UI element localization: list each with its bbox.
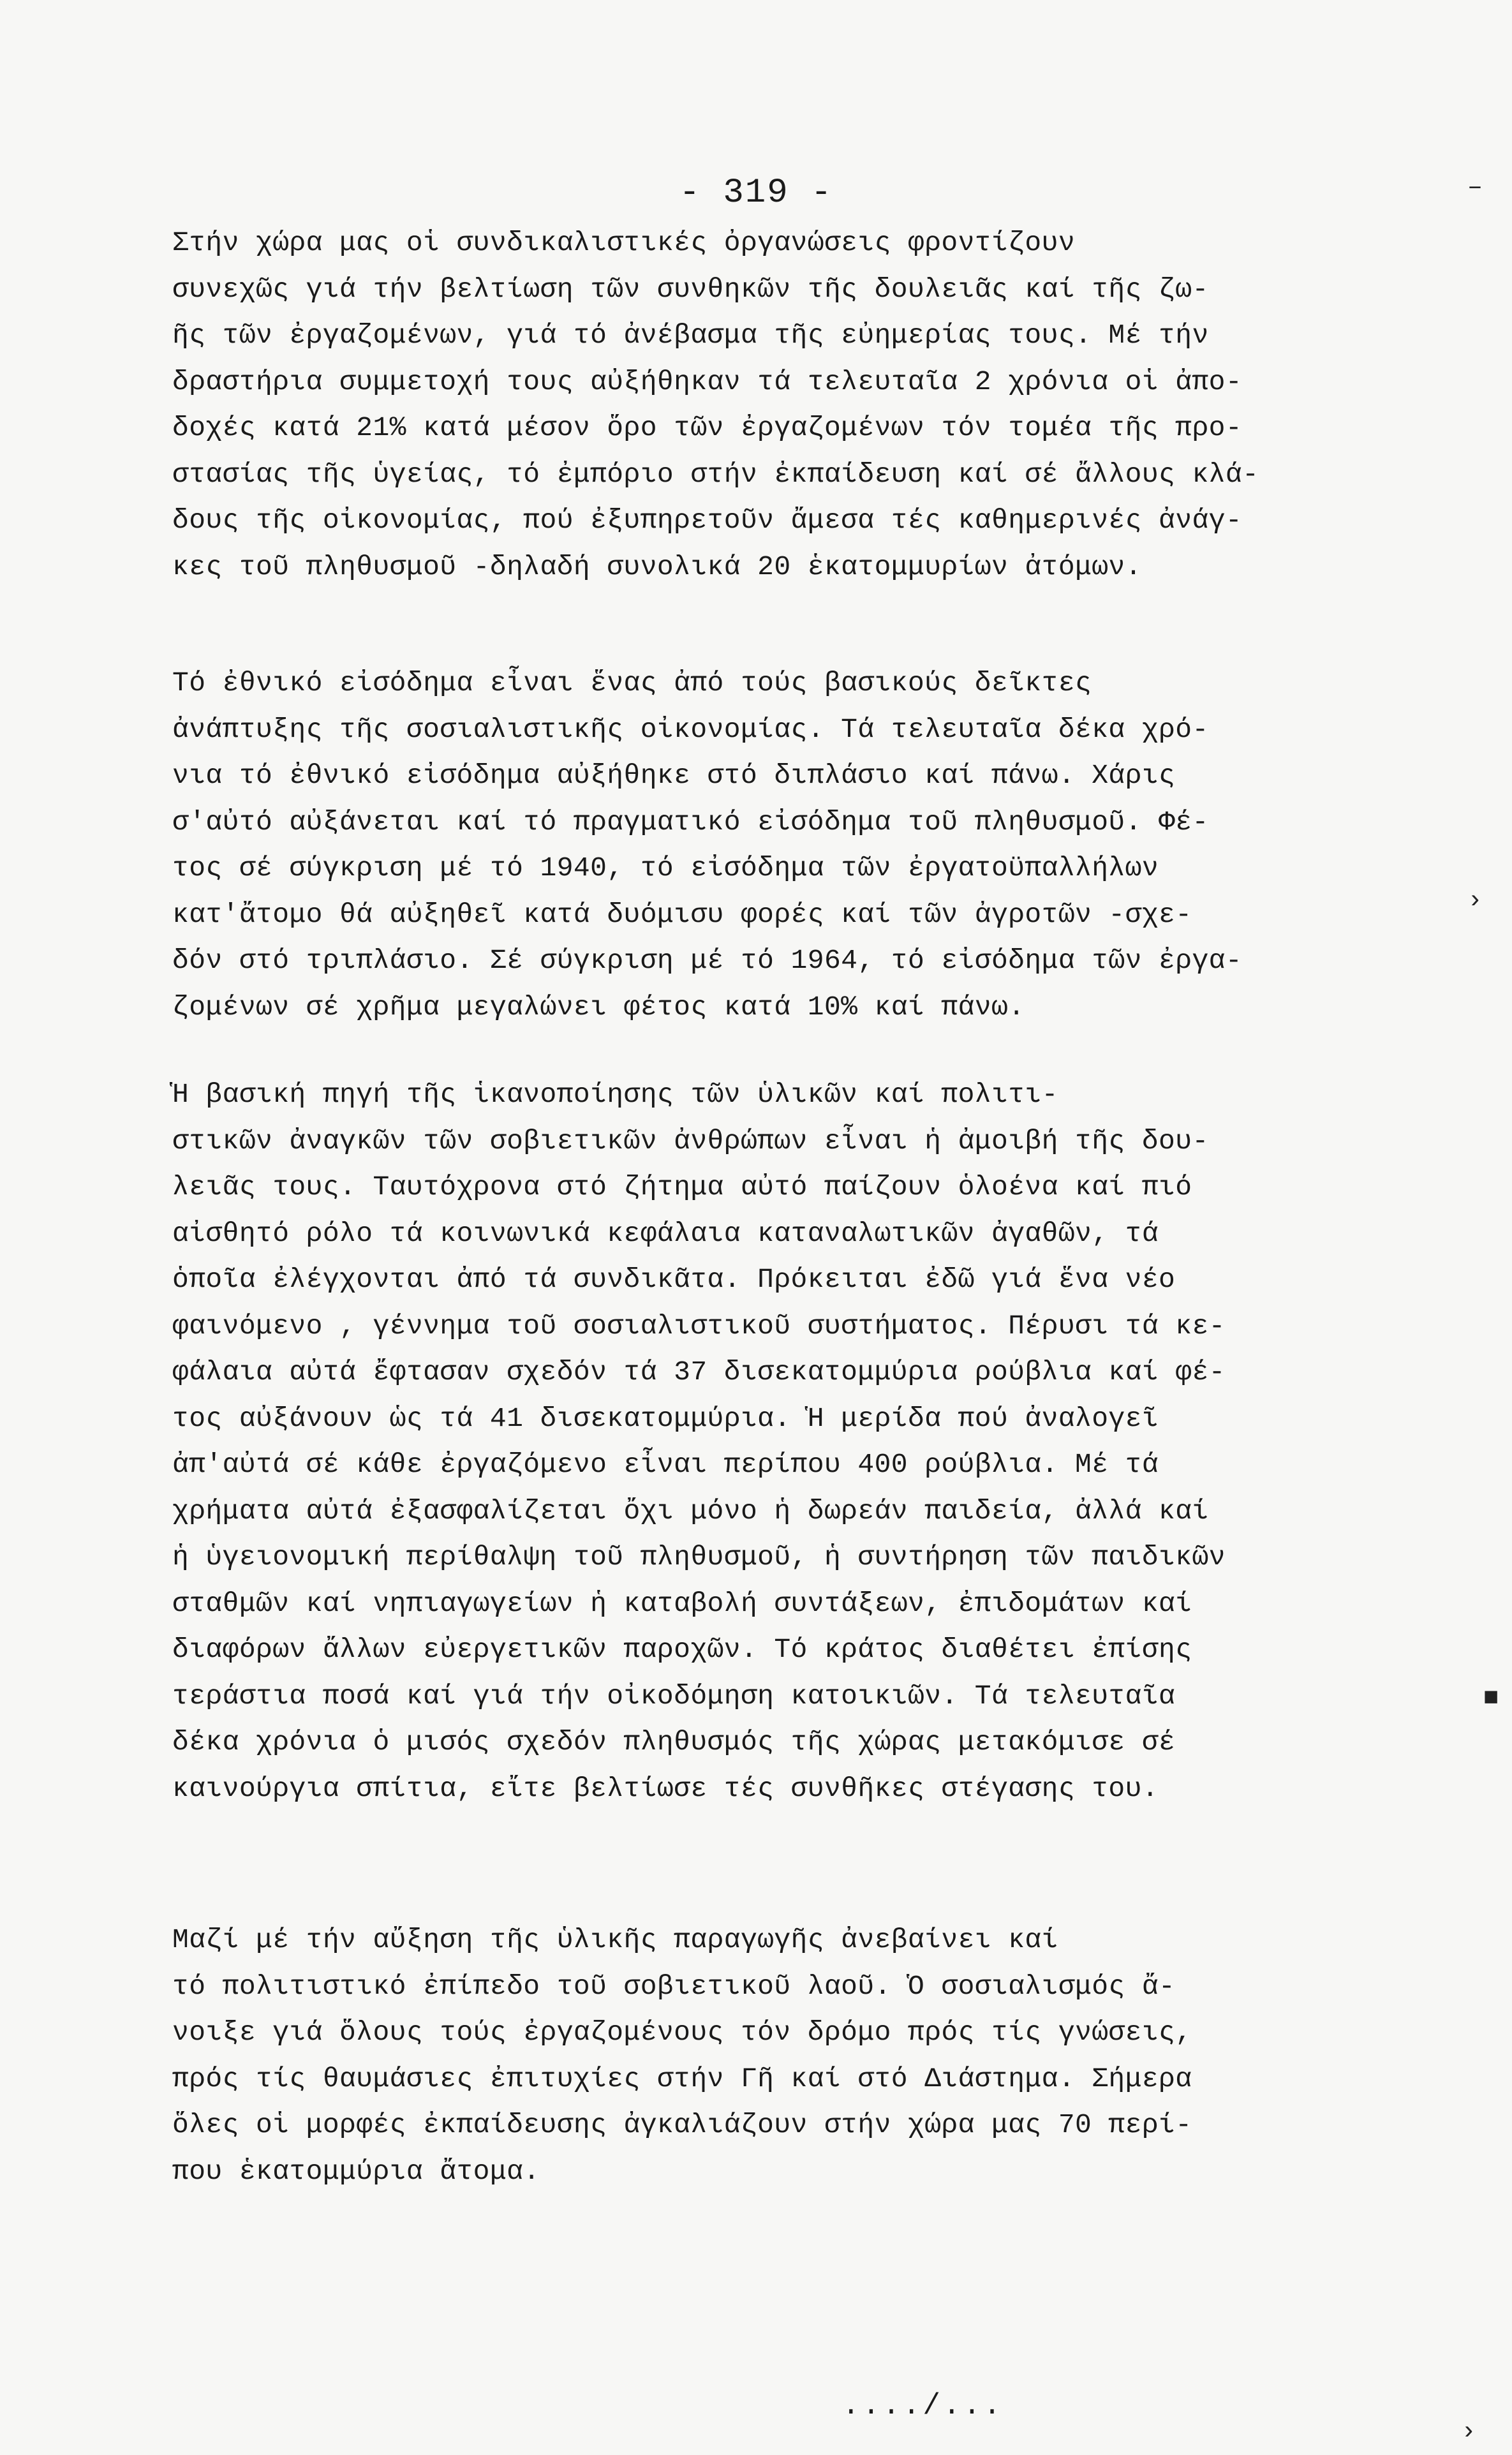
paragraph-line: τος σέ σύγκριση μέ τό 1940, τό εἰσόδημα τῶν ἐργατοϋπαλλήλων [172, 852, 1159, 884]
paragraph-line: νοιξε γιά ὅλους τούς ἐργαζομένους τόν δρόμο πρός τίς γνώσεις, [172, 2017, 1192, 2048]
paragraph-line: που ἑκατομμύρια ἄτομα. [172, 2155, 540, 2187]
paragraph-line: Ἡ βασική πηγή τῆς ἱκανοποίησης τῶν ὑλικῶν καί πολιτι- [172, 1079, 1058, 1110]
margin-mark-icon: ■ [1483, 1684, 1499, 1713]
paragraph-line: φάλαια αὐτά ἔφτασαν σχεδόν τά 37 δισεκατομμύρια ρούβλια καί φέ- [172, 1356, 1226, 1388]
paragraph-line: πρός τίς θαυμάσιες ἐπιτυχίες στήν Γῆ καί στό Διάστημα. Σήμερα [172, 2063, 1192, 2095]
paragraph-line: σταθμῶν καί νηπιαγωγείων ἡ καταβολή συντάξεων, ἐπιδομάτων καί [172, 1587, 1192, 1619]
paragraph-2 [172, 660, 1321, 1030]
paragraph-line: νια τό ἐθνικό εἰσόδημα αὐξήθηκε στό διπλάσιο καί πάνω. Χάρις [172, 760, 1176, 791]
paragraph-line: δοχές κατά 21% κατά μέσον ὅρο τῶν ἐργαζομένων τόν τομέα τῆς προ- [172, 412, 1243, 443]
paragraph-line: χρήματα αὐτά ἐξασφαλίζεται ὄχι μόνο ἡ δωρεάν παιδεία, ἀλλά καί [172, 1495, 1209, 1527]
paragraph-line: κες τοῦ πληθυσμοῦ -δηλαδή συνολικά 20 ἑκατομμυρίων ἀτόμων. [172, 551, 1142, 582]
paragraph-line: ἀνάπτυξης τῆς σοσιαλιστικῆς οἰκονομίας. Τά τελευταῖα δέκα χρό- [172, 713, 1209, 745]
paragraph-3 [172, 1072, 1321, 1812]
paragraph-4 [172, 1917, 1321, 2195]
continuation-mark: ..../... [842, 2389, 1004, 2422]
paragraph-line: ἡ ὑγειονομική περίθαλψη τοῦ πληθυσμοῦ, ἡ συντήρηση τῶν παιδικῶν [172, 1541, 1226, 1573]
paragraph-line: δους τῆς οἰκονομίας, πού ἐξυπηρετοῦν ἄμεσα τές καθημερινές ἀνάγ- [172, 505, 1243, 536]
paragraph-line: ὁποῖα ἐλέγχονται ἀπό τά συνδικᾶτα. Πρόκειται ἐδῶ γιά ἕνα νέο [172, 1264, 1176, 1295]
paragraph-line: στικῶν ἀναγκῶν τῶν σοβιετικῶν ἀνθρώπων εἶναι ἡ ἀμοιβή τῆς δου- [172, 1125, 1209, 1157]
paragraph-line: καινούργια σπίτια, εἴτε βελτίωσε τές συνθῆκες στέγασης του. [172, 1772, 1159, 1804]
paragraph-line: στασίας τῆς ὑγείας, τό ἐμπόριο στήν ἐκπαίδευση καί σέ ἄλλους κλά- [172, 458, 1259, 490]
paragraph-line: φαινόμενο , γέννημα τοῦ σοσιαλιστικοῦ συστήματος. Πέρυσι τά κε- [172, 1310, 1226, 1342]
margin-mark-icon: › [1467, 887, 1483, 916]
paragraph-line: τεράστια ποσά καί γιά τήν οἰκοδόμηση κατοικιῶν. Τά τελευταῖα [172, 1680, 1176, 1712]
paragraph-line: Στήν χώρα μας οἱ συνδικαλιστικές ὀργανώσεις φροντίζουν [172, 227, 1076, 258]
margin-mark-icon: ‒ [1467, 174, 1483, 202]
paragraph-line: λειᾶς τους. Ταυτόχρονα στό ζήτημα αὐτό παίζουν ὁλοένα καί πιό [172, 1171, 1192, 1203]
paragraph-line: δέκα χρόνια ὁ μισός σχεδόν πληθυσμός τῆς χώρας μετακόμισε σέ [172, 1726, 1176, 1758]
paragraph-line: αἰσθητό ρόλο τά κοινωνικά κεφάλαια καταναλωτικῶν ἀγαθῶν, τά [172, 1217, 1159, 1249]
paragraph-line: τος αὐξάνουν ὡς τά 41 δισεκατομμύρια. Ἡ μερίδα πού ἀναλογεῖ [172, 1402, 1159, 1434]
paragraph-line: ἀπ'αὐτά σέ κάθε ἐργαζόμενο εἶναι περίπου 400 ρούβλια. Μέ τά [172, 1449, 1159, 1480]
paragraph-line: ζομένων σέ χρῆμα μεγαλώνει φέτος κατά 10% καί πάνω. [172, 991, 1025, 1023]
paragraph-line: διαφόρων ἄλλων εὐεργετικῶν παροχῶν. Τό κράτος διαθέτει ἐπίσης [172, 1634, 1192, 1665]
page-number: - 319 - [679, 174, 833, 212]
paragraph-line: κατ'ἄτομο θά αὐξηθεῖ κατά δυόμισυ φορές καί τῶν ἀγροτῶν -σχε- [172, 898, 1192, 930]
paragraph-line: τό πολιτιστικό ἐπίπεδο τοῦ σοβιετικοῦ λαοῦ. Ὁ σοσιαλισμός ἄ- [172, 1970, 1176, 2002]
margin-mark-icon: › [1461, 2418, 1477, 2447]
paragraph-1 [172, 220, 1321, 590]
paragraph-line: δόν στό τριπλάσιο. Σέ σύγκριση μέ τό 1964, τό εἰσόδημα τῶν ἐργα- [172, 945, 1243, 976]
paragraph-line: συνεχῶς γιά τήν βελτίωση τῶν συνθηκῶν τῆς δουλειᾶς καί τῆς ζω- [172, 273, 1209, 305]
paragraph-line: Τό ἐθνικό εἰσόδημα εἶναι ἕνας ἀπό τούς βασικούς δεῖκτες [172, 667, 1092, 699]
paragraph-line: ῆς τῶν ἐργαζομένων, γιά τό ἀνέβασμα τῆς εὐημερίας τους. Μέ τήν [172, 320, 1209, 351]
paragraph-line: ὅλες οἱ μορφές ἐκπαίδευσης ἀγκαλιάζουν στήν χώρα μας 70 περί- [172, 2109, 1192, 2140]
paragraph-line: σ'αὐτό αὐξάνεται καί τό πραγματικό εἰσόδημα τοῦ πληθυσμοῦ. Φέ- [172, 806, 1209, 838]
paragraph-line: δραστήρια συμμετοχή τους αὐξήθηκαν τά τελευταῖα 2 χρόνια οἱ ἀπο- [172, 366, 1243, 397]
paragraph-line: Μαζί μέ τήν αὔξηση τῆς ὑλικῆς παραγωγῆς ἀνεβαίνει καί [172, 1924, 1058, 1955]
